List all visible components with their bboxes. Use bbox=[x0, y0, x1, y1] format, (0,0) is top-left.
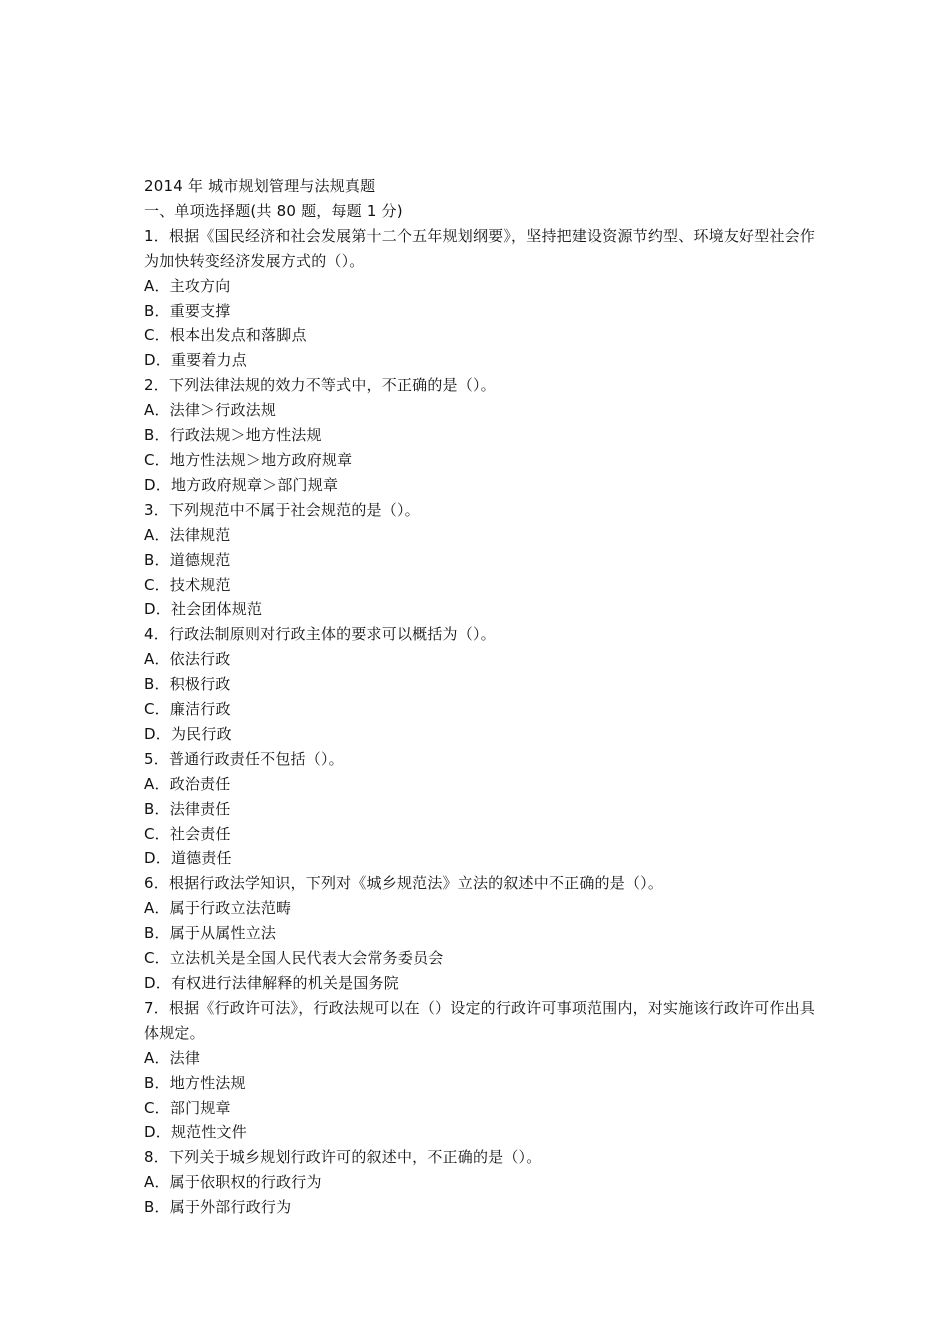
option-a: A．法律规范 bbox=[144, 525, 231, 544]
option-a: A．法律＞行政法规 bbox=[144, 401, 277, 420]
option-d: D．为民行政 bbox=[144, 724, 232, 743]
option-a: A．政治责任 bbox=[144, 774, 231, 793]
question-6 bbox=[144, 871, 824, 996]
option-c: C．部门规章 bbox=[144, 1098, 231, 1117]
question-4 bbox=[144, 622, 824, 747]
option-a: A．属于行政立法范畴 bbox=[144, 899, 292, 918]
option-b: B．重要支撑 bbox=[144, 301, 231, 320]
option-d: D．重要着力点 bbox=[144, 351, 247, 370]
question-2 bbox=[144, 373, 824, 498]
option-c: C．地方性法规＞地方政府规章 bbox=[144, 450, 353, 469]
option-c: C．根本出发点和落脚点 bbox=[144, 326, 307, 345]
option-a: A．法律 bbox=[144, 1048, 201, 1067]
option-b: B．积极行政 bbox=[144, 675, 231, 694]
question-stem: 6．根据行政法学知识，下列对《城乡规范法》立法的叙述中不正确的是（）。 bbox=[144, 874, 664, 893]
option-a: A．主攻方向 bbox=[144, 276, 231, 295]
option-c: C．立法机关是全国人民代表大会常务委员会 bbox=[144, 949, 444, 968]
option-b: B．属于从属性立法 bbox=[144, 924, 277, 943]
option-d: D．地方政府规章＞部门规章 bbox=[144, 475, 339, 494]
section-heading: 一、单项选择题(共 80 题，每题 1 分) bbox=[144, 201, 403, 220]
question-stem: 7．根据《行政许可法》，行政法规可以在（）设定的行政许可事项范围内，对实施该行政许可作出具体规定。 bbox=[144, 998, 816, 1042]
question-stem: 8．下列关于城乡规划行政许可的叙述中，不正确的是（）。 bbox=[144, 1148, 542, 1167]
question-5 bbox=[144, 747, 824, 872]
option-b: B．属于外部行政行为 bbox=[144, 1198, 292, 1217]
question-1 bbox=[144, 224, 824, 373]
option-a: A．属于依职权的行政行为 bbox=[144, 1173, 322, 1192]
option-b: B．行政法规＞地方性法规 bbox=[144, 426, 322, 445]
option-c: C．社会责任 bbox=[144, 824, 231, 843]
question-stem: 4．行政法制原则对行政主体的要求可以概括为（）。 bbox=[144, 625, 496, 644]
option-b: B．道德规范 bbox=[144, 550, 231, 569]
question-stem: 1．根据《国民经济和社会发展第十二个五年规划纲要》，坚持把建设资源节约型、环境友好型社会作为加快转变经济发展方式的（）。 bbox=[144, 226, 816, 270]
option-d: D．有权进行法律解释的机关是国务院 bbox=[144, 974, 399, 992]
question-3 bbox=[144, 498, 824, 623]
document-content bbox=[144, 174, 824, 1220]
option-d: D．规范性文件 bbox=[144, 1123, 247, 1142]
question-stem: 3．下列规范中不属于社会规范的是（）。 bbox=[144, 500, 420, 519]
option-c: C．廉洁行政 bbox=[144, 700, 231, 719]
option-c: C．技术规范 bbox=[144, 575, 231, 594]
question-8 bbox=[144, 1145, 824, 1220]
option-a: A．依法行政 bbox=[144, 650, 231, 669]
option-b: B．法律责任 bbox=[144, 799, 231, 818]
question-stem: 5．普通行政责任不包括（）。 bbox=[144, 749, 344, 768]
option-d: D．道德责任 bbox=[144, 849, 232, 868]
option-d: D．社会团体规范 bbox=[144, 600, 263, 619]
option-b: B．地方性法规 bbox=[144, 1073, 246, 1092]
document-title: 2014 年 城市规划管理与法规真题 bbox=[144, 177, 376, 195]
question-7 bbox=[144, 996, 824, 1145]
question-stem: 2．下列法律法规的效力不等式中，不正确的是（）。 bbox=[144, 376, 496, 395]
